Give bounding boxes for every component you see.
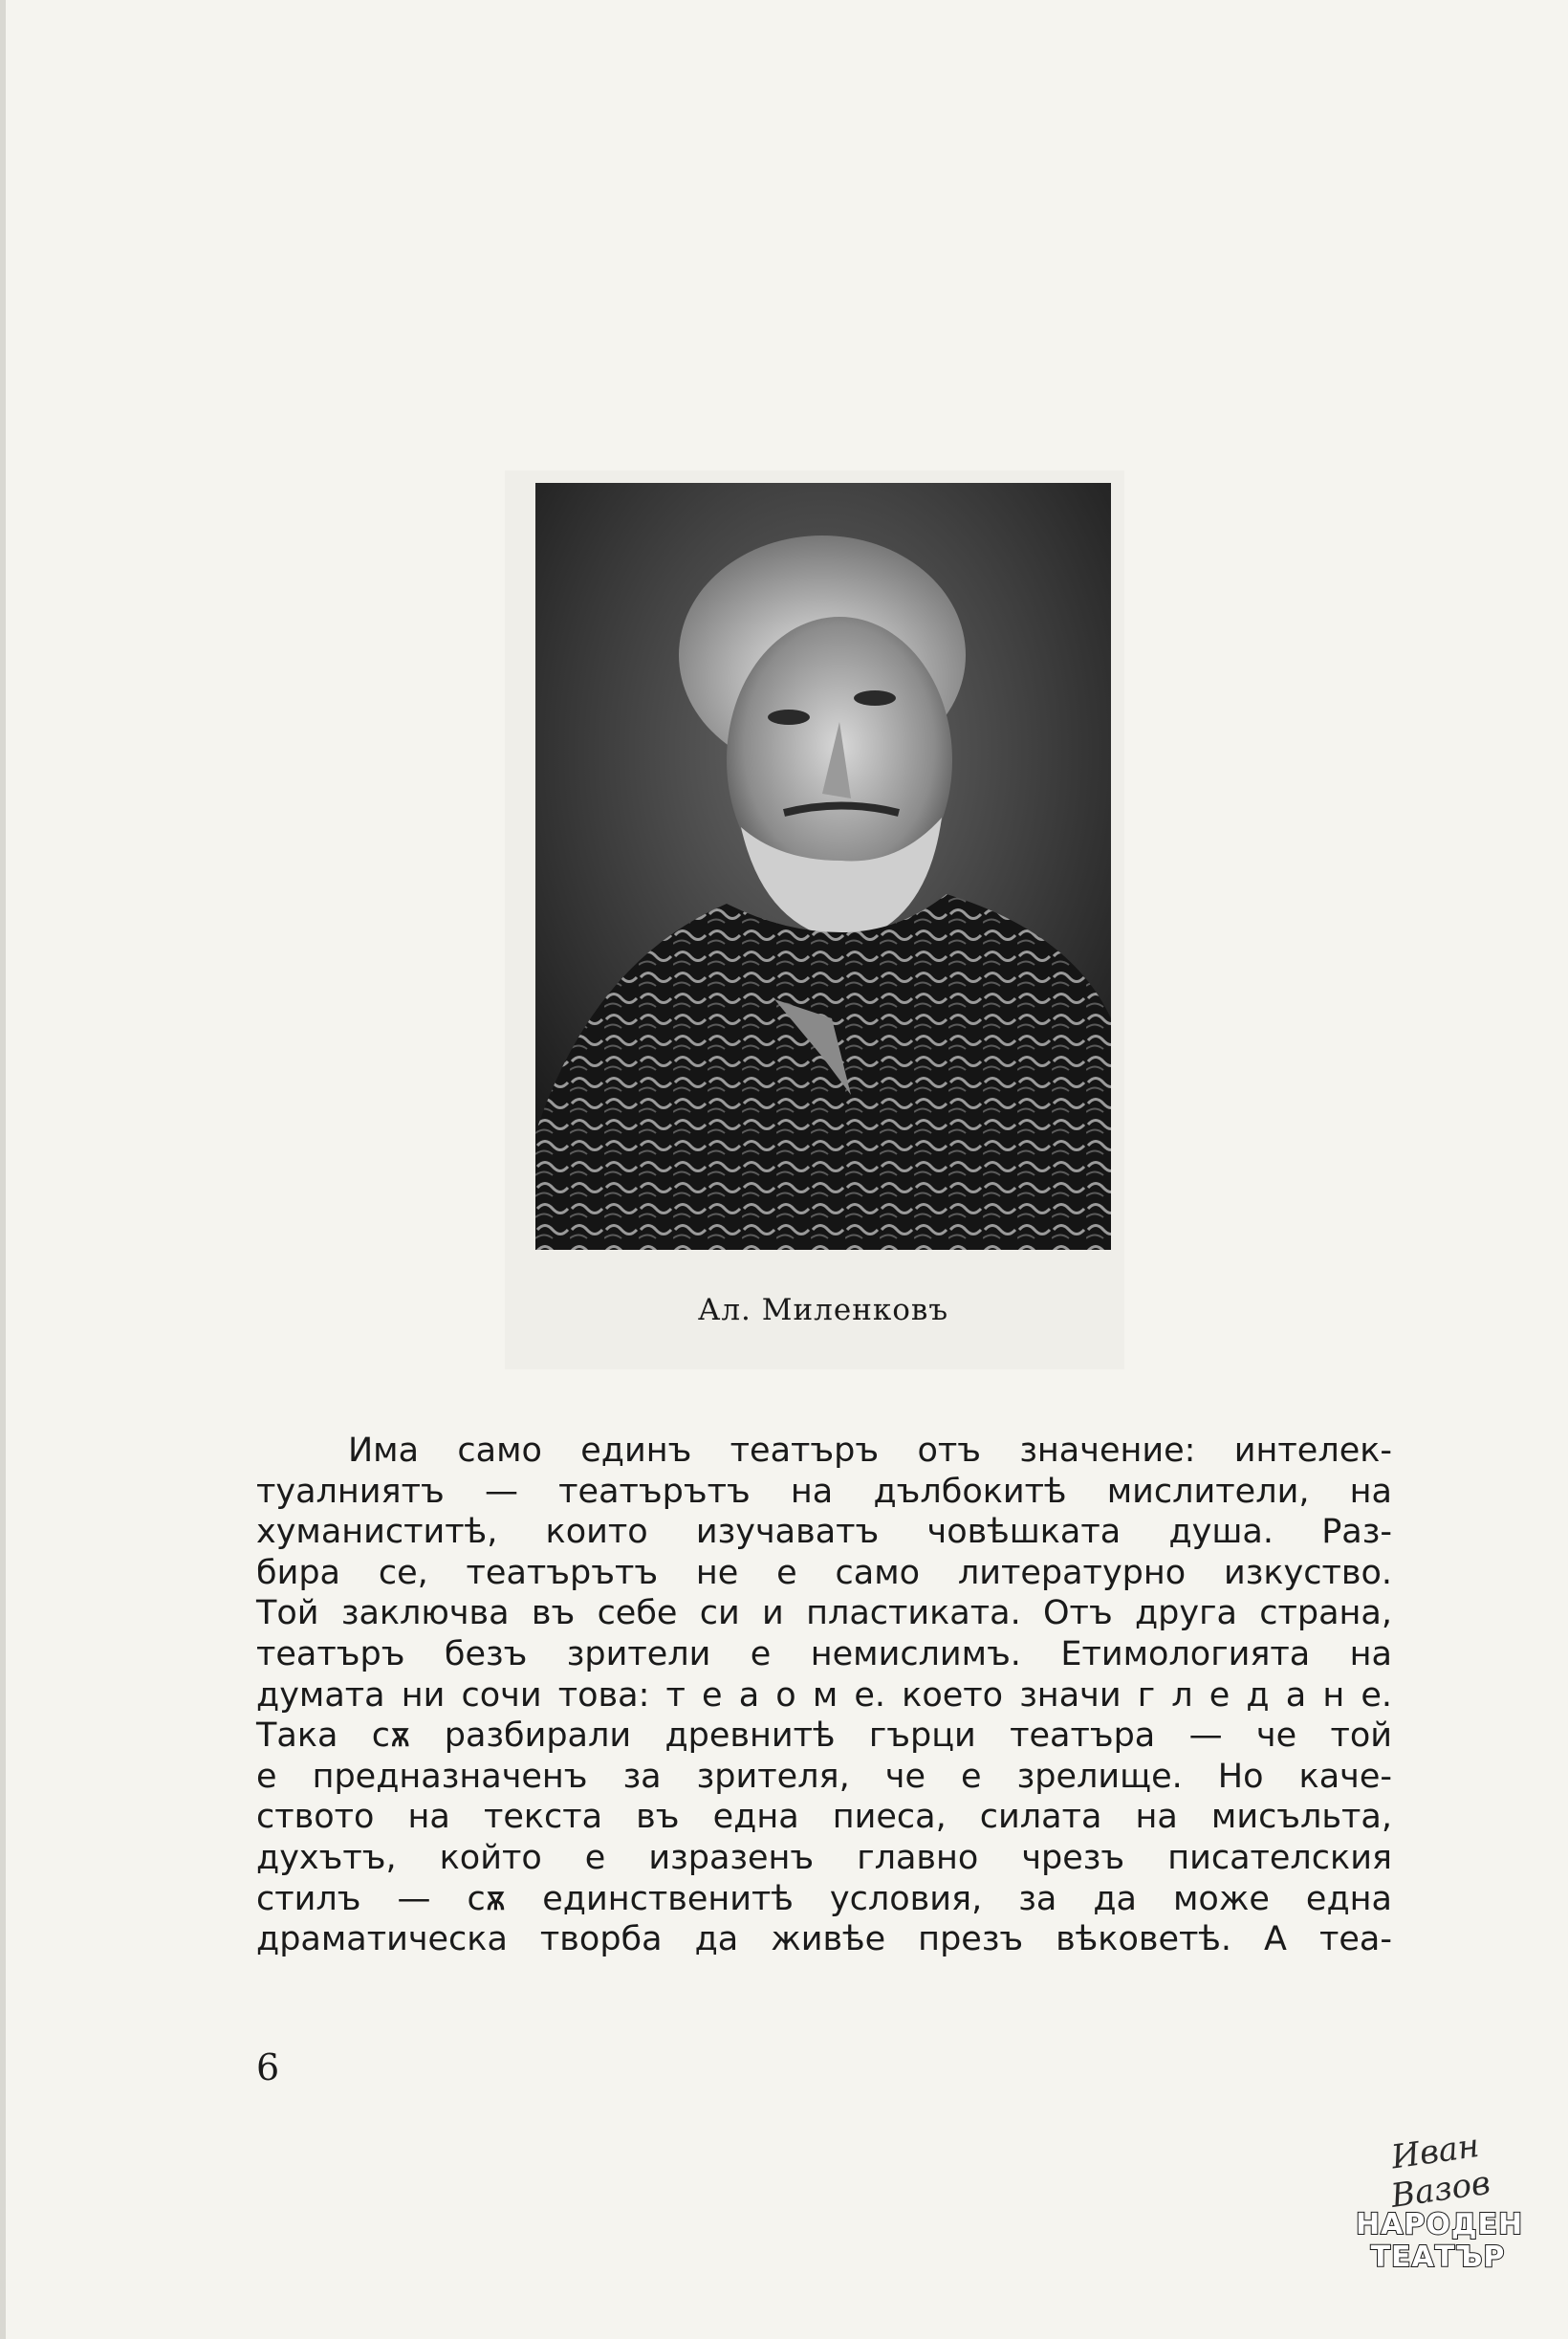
text-line: духътъ, който е изразенъ главно чрезъ писателския	[256, 1838, 1392, 1877]
text-line: бира се, театърътъ не е само литературно изкуство.	[256, 1553, 1392, 1592]
text-line: Той заключва въ себе си и пластиката. Отъ друга страна,	[256, 1594, 1392, 1633]
text-line: Има само единъ театъръ отъ значение: интелек-	[348, 1432, 1392, 1470]
body-text	[256, 1431, 1392, 1960]
page-edge	[0, 0, 6, 2339]
text-line: думата ни сочи това: т е а о м е. което значи г л е д а н е.	[256, 1675, 1392, 1715]
stamp-line-2: ТЕАТЪР	[1370, 2241, 1506, 2274]
stamp-signature: Иван Вазов	[1388, 2126, 1493, 2216]
text-line: хуманиститѣ, които изучаватъ човѣшката душа. Раз-	[256, 1513, 1392, 1552]
page-number: 6	[256, 2046, 280, 2088]
stamp-line-1: НАРОДЕН	[1356, 2208, 1524, 2241]
text-line: театъръ безъ зрители е немислимъ. Етимологията на	[256, 1634, 1392, 1673]
portrait-photo	[535, 483, 1111, 1250]
portrait-photo-icon	[535, 483, 1111, 1250]
text-line: ството на текста въ една пиеса, силата на мисъльта,	[256, 1798, 1392, 1837]
text-line: драматическа творба да живѣе презъ вѣковетѣ. А теа-	[256, 1920, 1392, 1959]
text-line: е предназначенъ за зрителя, че е зрелище. Но каче-	[256, 1757, 1392, 1796]
photo-caption: Ал. Миленковъ	[697, 1293, 949, 1327]
text-line: Така сѫ разбирали древнитѣ гърци театъра — че той	[256, 1716, 1392, 1756]
text-line: туалниятъ — театърътъ на дълбокитѣ мислители, на	[256, 1472, 1392, 1511]
library-stamp	[1356, 2126, 1524, 2274]
text-line: стилъ — сѫ единственитѣ условия, за да може една	[256, 1879, 1392, 1918]
